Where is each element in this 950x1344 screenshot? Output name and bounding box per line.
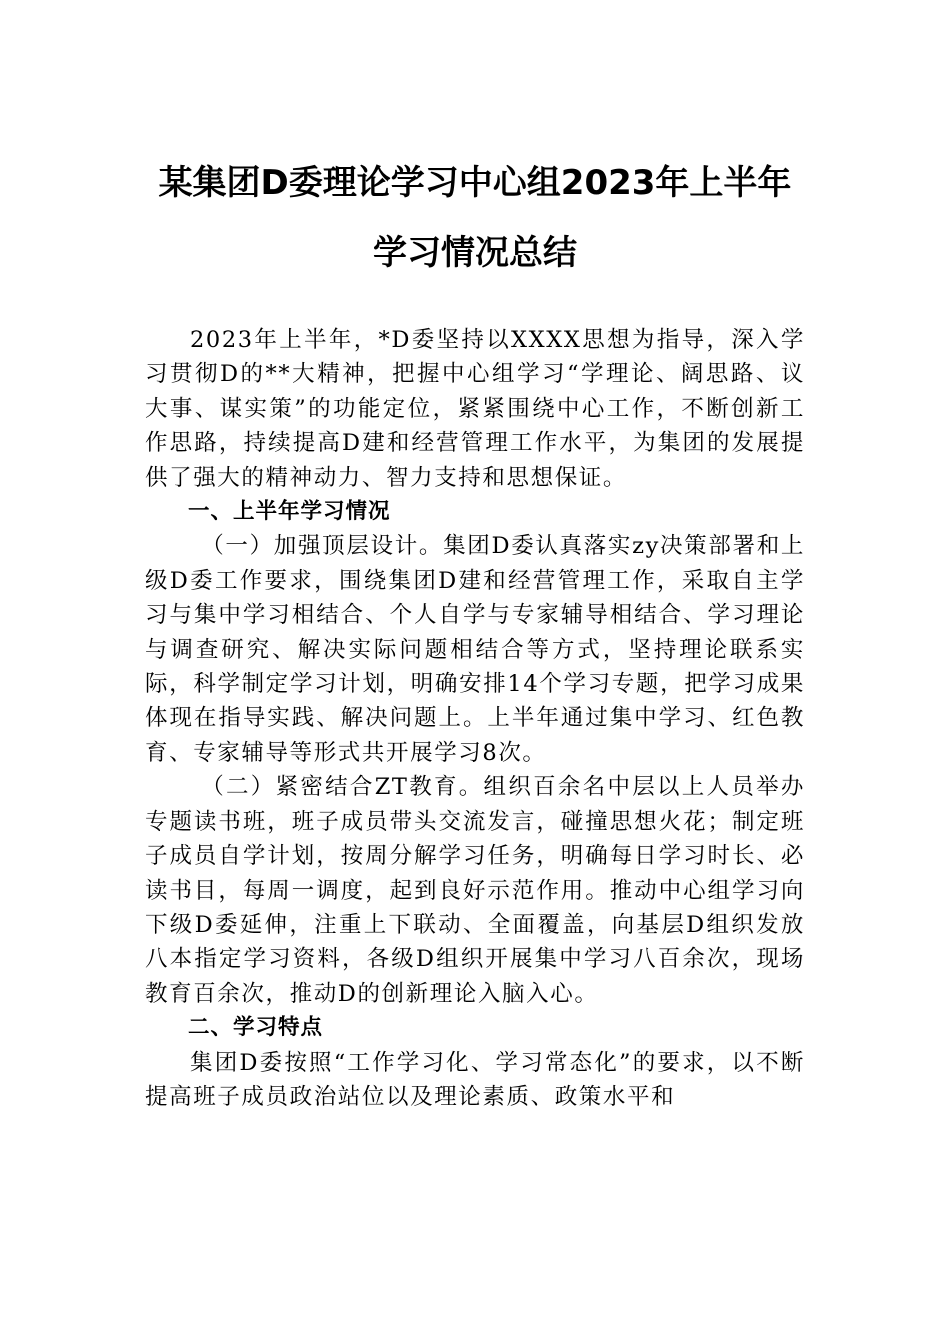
document-body: [145, 323, 805, 1114]
section1-paragraph-2: （二）紧密结合ZT教育。组织百余名中层以上人员举办专题读书班，班子成员带头交流发言，碰撞思想火花；制定班子成员自学计划，按周分解学习任务，明确每日学习时长、必读书目，每周一调度，起到良好示范作用。推动中心组学习向下级D委延伸，注重上下联动、全面覆盖，向基层D组织发放八本指定学习资料，各级D组织开展集中学习八百余次，现场教育百余次，推动D的创新理论入脑入心。: [145, 774, 805, 1007]
section2-paragraph-1: 集团D委按照“工作学习化、学习常态化”的要求，以不断提高班子成员政治站位以及理论素质、政策水平和: [145, 1049, 805, 1110]
document-title-line-2: 学习情况总结: [373, 233, 577, 273]
section-heading-2: 二、学习特点: [188, 1015, 324, 1041]
intro-paragraph: 2023年上半年，*D委坚持以XXXX思想为指导，深入学习贯彻D的**大精神，把握中心组学习“学理论、阔思路、议大事、谋实策”的功能定位，紧紧围绕中心工作，不断创新工作思路，持续提高D建和经营管理工作水平，为集团的发展提供了强大的精神动力、智力支持和思想保证。: [145, 327, 805, 491]
section-heading-1: 一、上半年学习情况: [188, 499, 391, 525]
document-title-line-1: 某集团D委理论学习中心组2023年上半年: [158, 163, 792, 203]
section1-paragraph-1: （一）加强顶层设计。集团D委认真落实zy决策部署和上级D委工作要求，围绕集团D建和经营管理工作，采取自主学习与集中学习相结合、个人自学与专家辅导相结合、学习理论与调查研究、解决实际问题相结合等方式，坚持理论联系实际，科学制定学习计划，明确安排14个学习专题，把学习成果体现在指导实践、解决问题上。上半年通过集中学习、红色教育、专家辅导等形式共开展学习8次。: [145, 533, 805, 766]
